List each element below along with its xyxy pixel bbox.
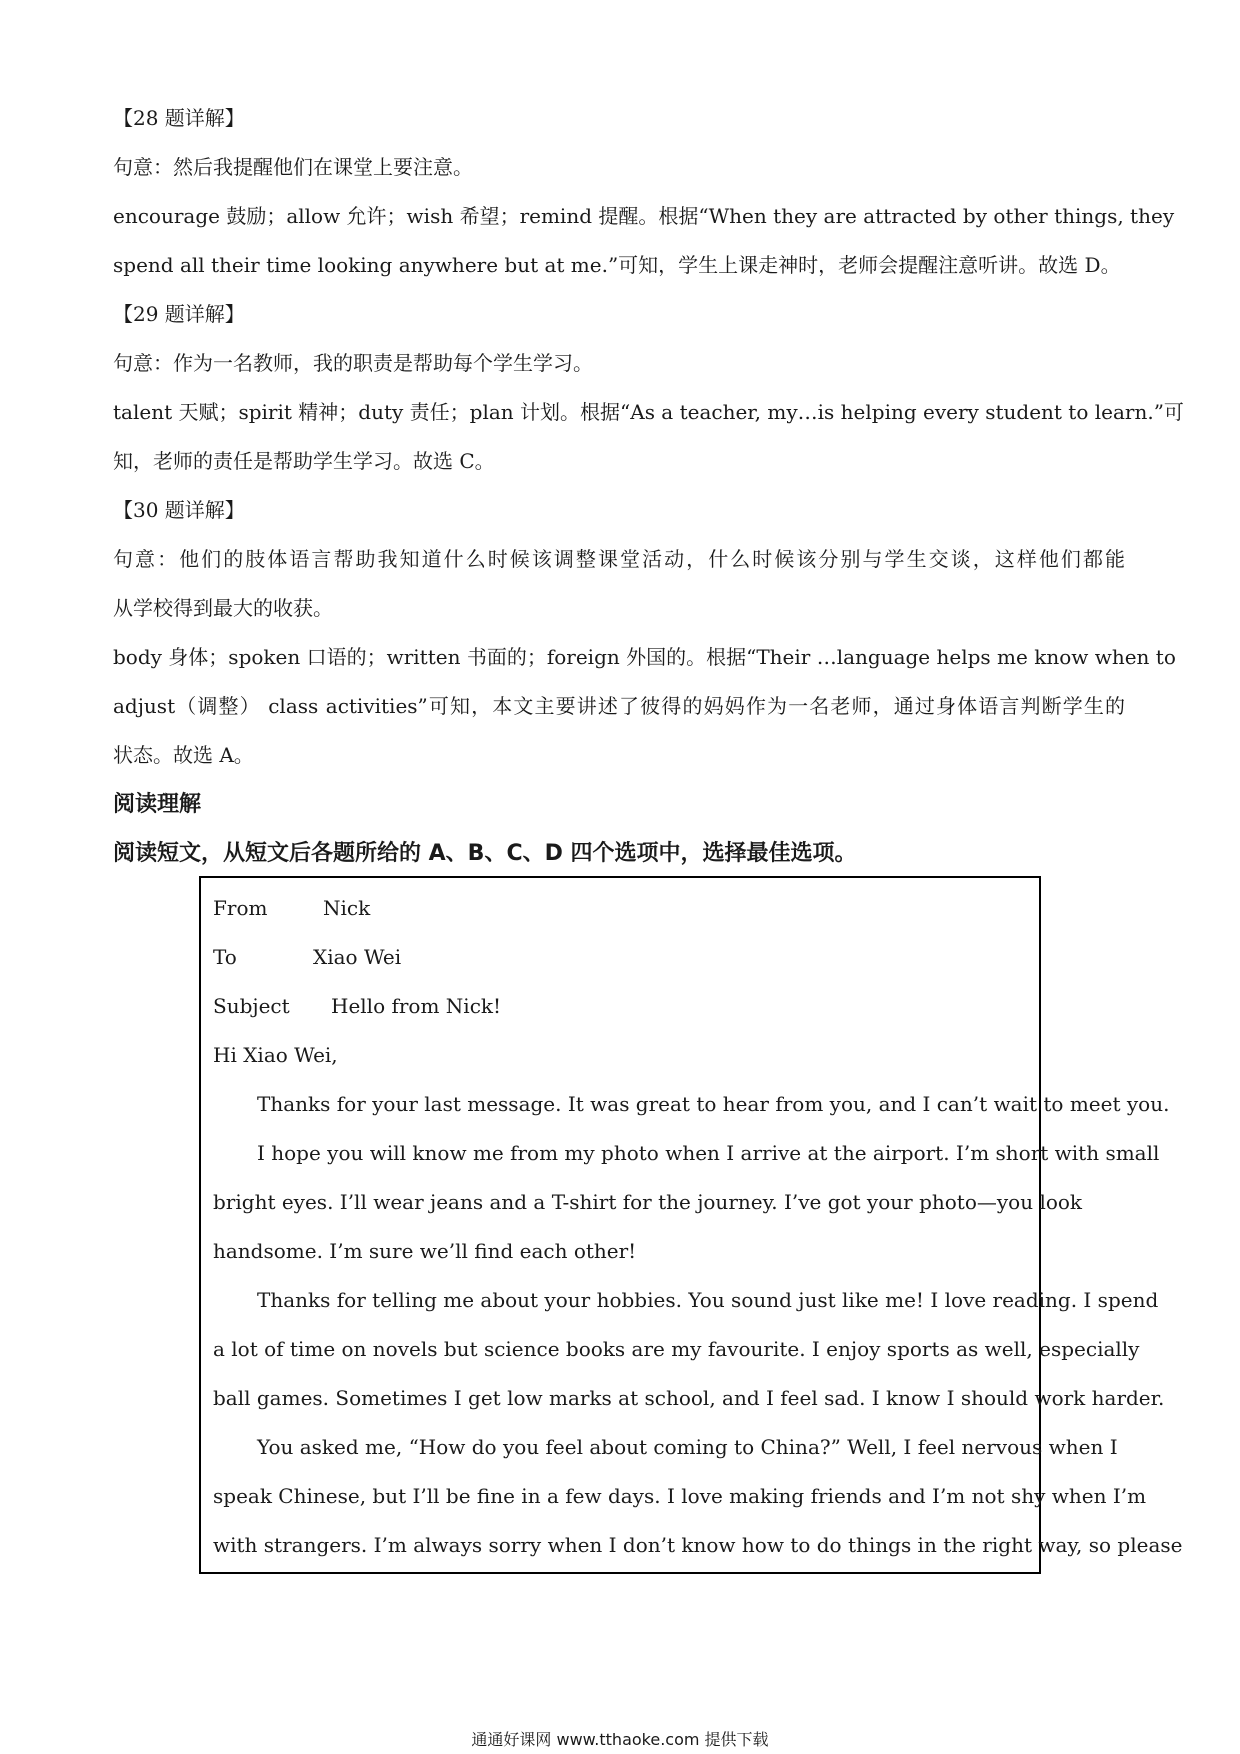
q29-explanation-line-1: talent 天赋；spirit 精神；duty 责任；plan 计划。根据“As a teacher, my…is helping every student to learn.”可 xyxy=(113,400,1184,424)
q28-meaning: 句意：然后我提醒他们在课堂上要注意。 xyxy=(113,155,473,179)
page-footer: 通通好课网 www.tthaoke.com 提供下载 xyxy=(471,1730,769,1749)
email-line-6: a lot of time on novels but science books are my favourite. I enjoy sports as well, especially xyxy=(213,1337,1140,1361)
q29-meaning: 句意：作为一名教师，我的职责是帮助每个学生学习。 xyxy=(113,351,593,375)
reading-instruction: 阅读短文，从短文后各题所给的 A、B、C、D 四个选项中，选择最佳选项。 xyxy=(113,841,857,866)
email-line-7: ball games. Sometimes I get low marks at school, and I feel sad. I know I should work harder. xyxy=(213,1386,1165,1410)
email-subject-value: Hello from Nick! xyxy=(331,994,502,1018)
email-line-8: You asked me, “How do you feel about coming to China?” Well, I feel nervous when I xyxy=(257,1435,1118,1459)
q30-explanation-line-2: adjust（调整） class activities”可知，本文主要讲述了彼得的妈妈作为一名老师，通过身体语言判断学生的 xyxy=(113,694,1125,718)
email-passage-box xyxy=(199,876,1183,1574)
email-subject-label: Subject xyxy=(213,994,290,1018)
email-from-row xyxy=(213,884,1031,933)
q30-explanation-line-1: body 身体；spoken 口语的；written 书面的；foreign 外国的。根据“Their …language helps me know when to xyxy=(113,645,1176,669)
email-line-2: I hope you will know me from my photo when I arrive at the airport. I’m short with small xyxy=(257,1141,1160,1165)
q30-meaning-line-1: 句意：他们的肢体语言帮助我知道什么时候该调整课堂活动，什么时候该分别与学生交谈，这样他们都能 xyxy=(113,547,1125,571)
email-line-1: Thanks for your last message. It was great to hear from you, and I can’t wait to meet you. xyxy=(257,1092,1170,1116)
email-line-5: Thanks for telling me about your hobbies. You sound just like me! I love reading. I spend xyxy=(257,1288,1159,1312)
email-to-label: To xyxy=(213,945,237,969)
email-line-4: handsome. I’m sure we’ll find each other! xyxy=(213,1239,637,1263)
q30-explanation-line-3: 状态。故选 A。 xyxy=(113,743,254,767)
q28-explanation-line-1: encourage 鼓励；allow 允许；wish 希望；remind 提醒。根据“When they are attracted by other things, they xyxy=(113,204,1175,228)
email-line-10: with strangers. I’m always sorry when I don’t know how to do things in the right way, so please xyxy=(213,1533,1183,1557)
q30-title: 【30 题详解】 xyxy=(113,498,245,522)
q30-meaning-line-2: 从学校得到最大的收获。 xyxy=(113,596,333,620)
email-from-value: Nick xyxy=(323,896,371,920)
email-line-3: bright eyes. I’ll wear jeans and a T-shirt for the journey. I’ve got your photo—you look xyxy=(213,1190,1083,1214)
q29-title: 【29 题详解】 xyxy=(113,302,245,326)
q28-title: 【28 题详解】 xyxy=(113,106,245,130)
q29-explanation-line-2: 知，老师的责任是帮助学生学习。故选 C。 xyxy=(113,449,495,473)
email-greeting: Hi Xiao Wei, xyxy=(213,1043,338,1067)
reading-heading: 阅读理解 xyxy=(113,792,202,817)
email-content xyxy=(213,884,1183,1570)
answer-explanations xyxy=(113,94,1184,878)
q28-explanation-line-2: spend all their time looking anywhere but at me.”可知，学生上课走神时，老师会提醒注意听讲。故选 D。 xyxy=(113,253,1121,277)
email-line-9: speak Chinese, but I’ll be fine in a few days. I love making friends and I’m not shy when I’m xyxy=(213,1484,1147,1508)
email-to-value: Xiao Wei xyxy=(313,945,402,969)
email-from-label: From xyxy=(213,896,268,920)
email-subject-row xyxy=(213,982,1031,1031)
email-to-row xyxy=(213,933,1031,982)
